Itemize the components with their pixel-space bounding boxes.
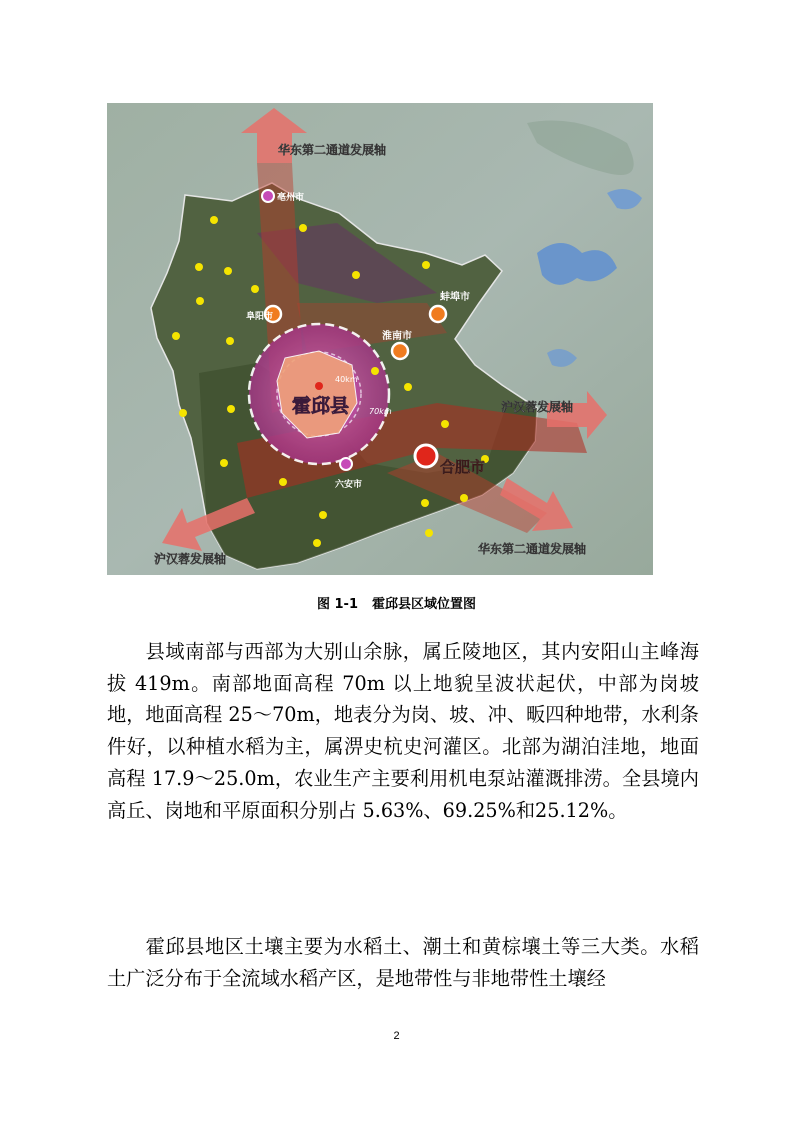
location-map (107, 103, 653, 575)
city-label-luan: 六安市 (335, 480, 363, 490)
paragraph (107, 931, 699, 994)
city-label-hefei: 合肥市 (440, 458, 486, 476)
ring-label-outer: 70km (369, 407, 392, 416)
ring-label-inner: 40km (335, 375, 358, 384)
paragraph-text: 霍邱县地区土壤主要为水稻土、潮土和黄棕壤土等三大类。水稻土广泛分布于全流域水稻产区，是地带性与非地带性土壤经 (107, 935, 699, 990)
town-marker (195, 263, 203, 271)
caption-number: 图 1-1 (316, 597, 358, 612)
city-label-fuyang: 阜阳市 (246, 312, 274, 322)
town-marker (352, 271, 360, 279)
city-label-bozhou: 亳州市 (277, 193, 305, 203)
town-marker (279, 478, 287, 486)
figure-caption (0, 593, 793, 612)
town-marker (425, 529, 433, 537)
town-marker (371, 367, 379, 375)
town-marker (421, 499, 429, 507)
town-marker (210, 216, 218, 224)
town-marker (196, 297, 204, 305)
county-seat-marker (315, 382, 323, 390)
axis-label-north: 华东第二通道发展轴 (278, 143, 387, 157)
town-marker (220, 459, 228, 467)
town-marker (251, 285, 259, 293)
city-marker-luan (340, 458, 352, 470)
town-marker (172, 332, 180, 340)
town-marker (227, 405, 235, 413)
axis-label-southwest: 沪汉蓉发展轴 (154, 552, 227, 566)
city-label-bengbu: 蚌埠市 (440, 292, 470, 303)
town-marker (224, 267, 232, 275)
city-marker-huainan (392, 343, 408, 359)
axis-label-east: 沪汉蓉发展轴 (501, 400, 574, 414)
town-marker (179, 409, 187, 417)
town-marker (422, 261, 430, 269)
city-marker-hefei (415, 445, 437, 467)
town-marker (460, 494, 468, 502)
town-marker (313, 539, 321, 547)
city-marker-bengbu (430, 306, 446, 322)
caption-title: 霍邱县区域位置图 (372, 597, 477, 612)
center-county-label: 霍邱县 (292, 395, 350, 417)
town-marker (404, 383, 412, 391)
page-number: 2 (393, 1030, 400, 1042)
city-marker-bozhou (262, 190, 274, 202)
town-marker (226, 337, 234, 345)
paragraph (107, 636, 699, 826)
paragraph-text: 县域南部与西部为大别山余脉，属丘陵地区，其内安阳山主峰海拔 419m。南部地面高程 70m 以上地貌呈波状起伏，中部为岗坡地，地面高程 25～70m，地表分为岗、坡、冲、畈四种地带，水利条件好，以种植水稻为主，属淠史杭史河灌区。北部为湖泊洼地，地面高程 17.9～25.0m，农业生产主要利用机电泵站灌溉排涝。全县境内高丘、岗地和平原面积分别占 5.63%、69.25%和25.12%。 (107, 640, 699, 822)
town-marker (319, 511, 327, 519)
town-marker (441, 420, 449, 428)
city-label-huainan: 淮南市 (382, 331, 412, 342)
axis-label-southeast: 华东第二通道发展轴 (478, 542, 587, 556)
town-marker (299, 224, 307, 232)
